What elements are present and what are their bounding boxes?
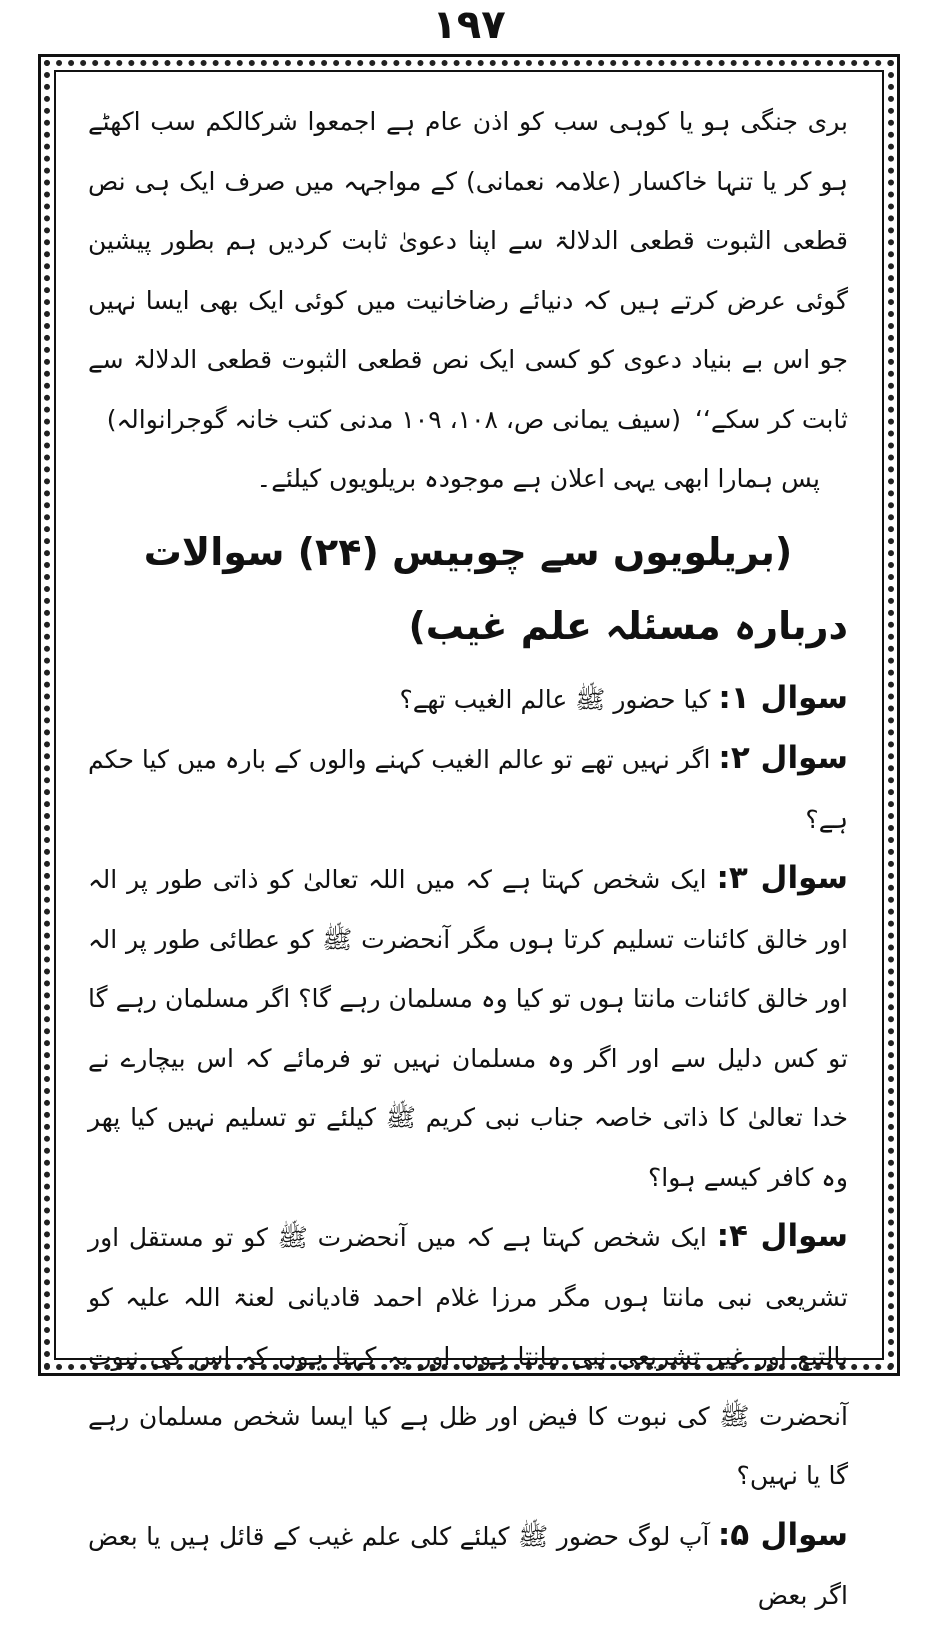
question-text: کیا حضور ﷺ عالم الغیب تھے؟ — [399, 684, 711, 714]
page-content — [88, 92, 848, 1610]
question-label: سوال ۵: — [717, 1516, 848, 1553]
question-text: ایک شخص کہتا ہے کہ میں اللہ تعالیٰ کو ذاتی طور پر الہ اور خالق کائنات تسلیم کرتا ہوں مگر آنحضرت ﷺ کو عطائی طور پر الہ اور خالق کائنات مانتا ہوں تو کیا وہ مسلمان رہے گا؟ اگر مسلمان رہے گا تو کس دلیل سے اور اگر وہ مسلمان نہیں تو فرمائے کہ اس بیچارے نے خدا تعالیٰ کا ذاتی خاصہ جناب نبی کریم ﷺ کیلئے تو تسلیم نہیں کیا پھر وہ کافر کیسے ہوا؟ — [88, 865, 848, 1192]
question-label: سوال ۲: — [718, 740, 848, 776]
question-label: سوال ۱: — [718, 679, 848, 716]
intro-text: بری جنگی ہو یا کوہی سب کو اذن عام ہے اجمعوا شرکالکم سب اکھٹے ہو کر یا تنہا خاکسار (علامہ نعمانی) کے مواجہہ میں صرف ایک ہی نص قطعی الثبوت قطعی الدلالۃ سے اپنا دعویٰ ثابت کردیں ہم بطور پیشین گوئی عرض کرتے ہیں کہ دنیائے رضاخانیت میں کوئی ایک بھی ایسا نہیں جو اس بے بنیاد دعوی کو کسی ایک نص قطعی الثبوت قطعی الدلالۃ سے ثابت کر سکے‘‘ — [88, 107, 848, 434]
section-title: (بریلویوں سے چوبیس (۲۴) سوالات دربارہ مسئلہ علم غیب) — [143, 529, 848, 648]
question-label: سوال ۳: — [716, 860, 848, 896]
question-text: اگر نہیں تھے تو عالم الغیب کہنے والوں کے بارہ میں کیا حکم ہے؟ — [88, 745, 848, 834]
question-text: آپ لوگ حضور ﷺ کیلئے کلی علم غیب کے قائل ہیں یا بعض اگر بعض — [88, 1521, 848, 1610]
intro-reference: (سیف یمانی ص، ۱۰۸، ۱۰۹ مدنی کتب خانہ گوجرانوالہ) — [106, 404, 682, 434]
question-label: سوال ۴: — [716, 1218, 848, 1254]
page-number: ۱۹۷ — [432, 2, 506, 48]
question-3 — [88, 849, 848, 1207]
question-5 — [88, 1506, 848, 1626]
question-1 — [88, 669, 848, 730]
intro-paragraph — [88, 92, 848, 449]
question-text: ایک شخص کہتا ہے کہ میں آنحضرت ﷺ کو تو مستقل اور تشریعی نبی مانتا ہوں مگر مرزا غلام احمد قادیانی لعنۃ اللہ علیہ کو بالتبع اور غیر تشریعی نبی مانتا ہوں اور یہ کہتا ہوں کہ اس کی نبوت آنحضرت ﷺ کی نبوت کا فیض اور ظل ہے کیا ایسا شخص مسلمان رہے گا یا نہیں؟ — [88, 1223, 848, 1490]
announcement: پس ہمارا ابھی یہی اعلان ہے موجودہ بریلویوں کیلئے۔ — [256, 464, 820, 493]
question-4 — [88, 1207, 848, 1506]
question-2 — [88, 729, 848, 849]
